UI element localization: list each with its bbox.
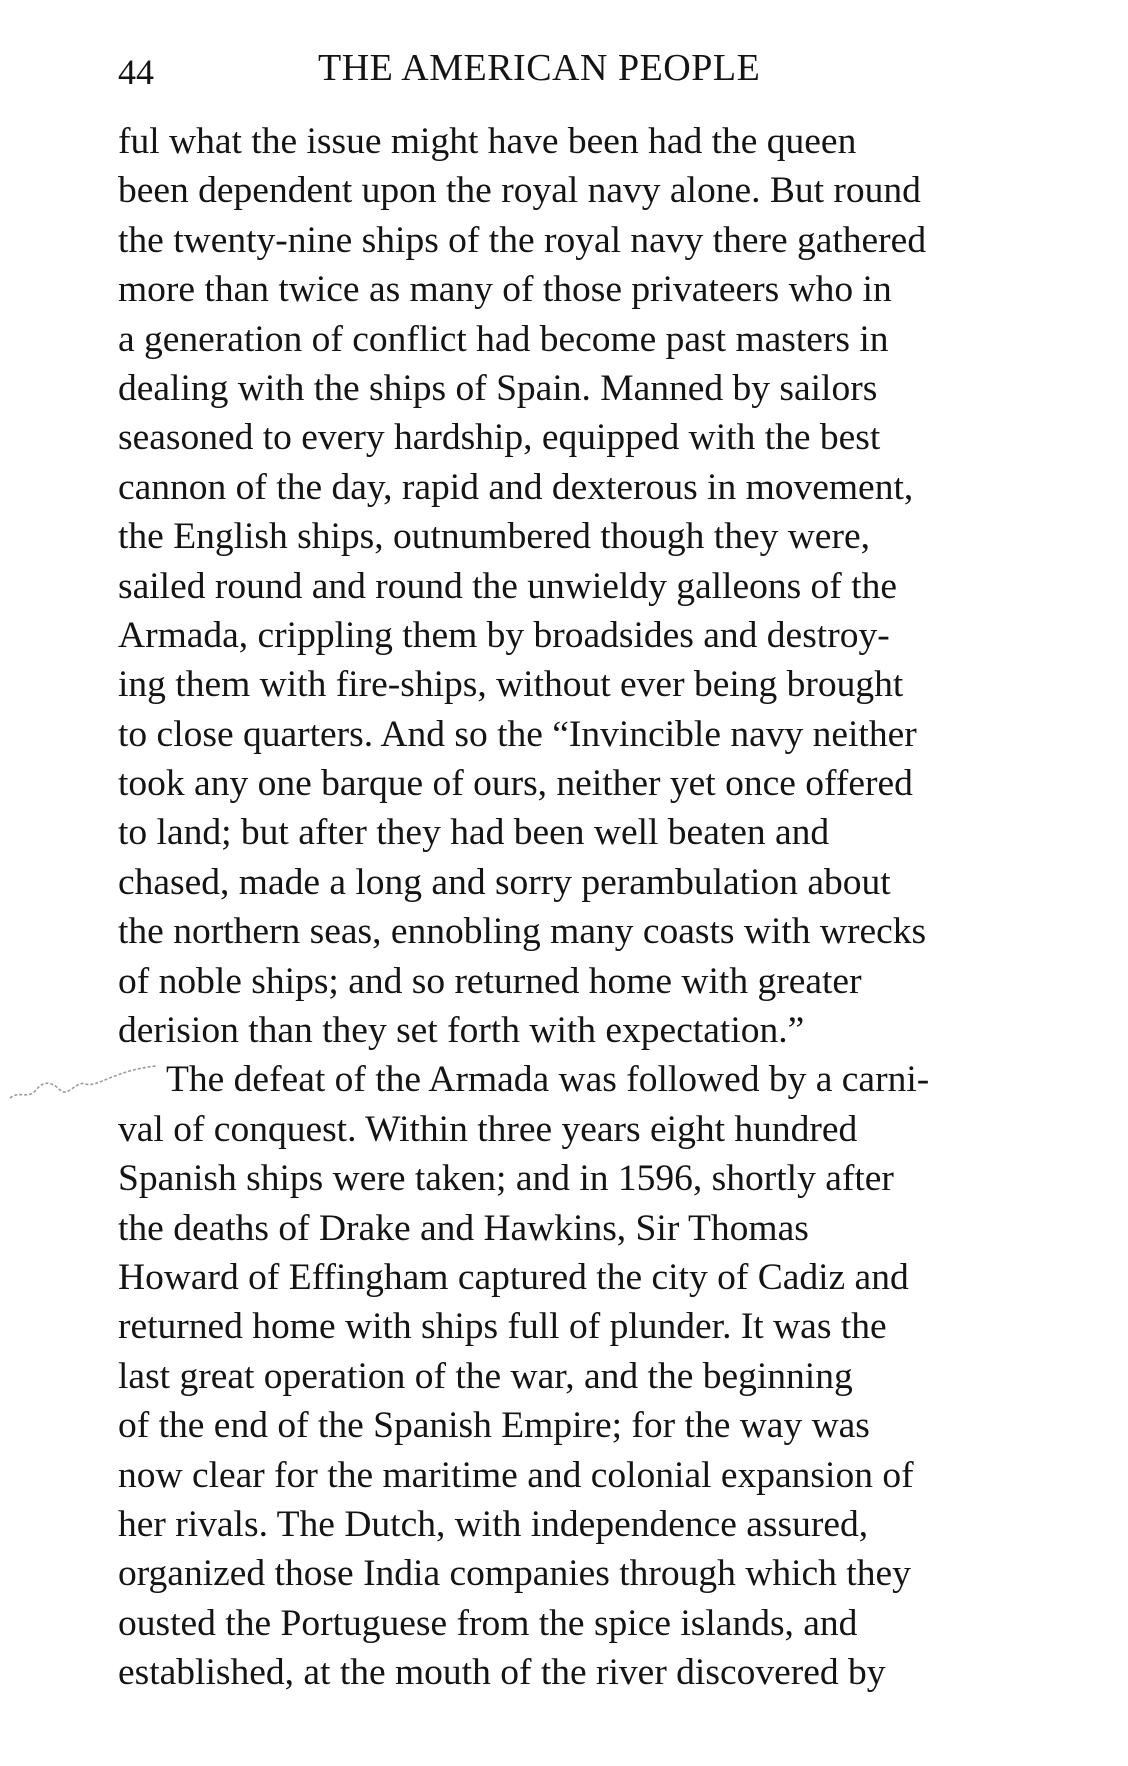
text-line: returned home with ships full of plunder. It was the (118, 1306, 887, 1348)
text-line: more than twice as many of those privateers who in (118, 269, 892, 311)
text-line: of the end of the Spanish Empire; for the way was (118, 1405, 870, 1447)
text-line: val of conquest. Within three years eight hundred (118, 1108, 858, 1150)
text-line: organized those India companies through which they (118, 1553, 911, 1595)
text-line: the northern seas, ennobling many coasts with wrecks (118, 911, 927, 953)
text-line: cannon of the day, rapid and dexterous in movement, (118, 466, 914, 508)
text-line: now clear for the maritime and colonial expansion of (118, 1454, 914, 1496)
text-line: sailed round and round the unwieldy galleons of the (118, 565, 897, 607)
text-line: ousted the Portuguese from the spice islands, and (118, 1602, 858, 1644)
text-line: her rivals. The Dutch, with independence assured, (118, 1503, 869, 1545)
text-line: to close quarters. And so the “Invincible navy neither (118, 713, 917, 755)
page-number: 44 (118, 52, 154, 92)
text-line: a generation of conflict had become past masters in (118, 318, 889, 360)
text-line: derision than they set forth with expectation.” (118, 1010, 805, 1052)
body-text (118, 117, 1078, 1698)
text-line: the English ships, outnumbered though they were, (118, 516, 870, 558)
text-line: seasoned to every hardship, equipped with the best (118, 417, 881, 459)
pencil-mark-icon (6, 1060, 166, 1110)
text-line: ful what the issue might have been had the queen (118, 121, 857, 162)
running-title: THE AMERICAN PEOPLE (318, 47, 761, 89)
text-line: to land; but after they had been well beaten and (118, 812, 830, 854)
text-line: of noble ships; and so returned home with greater (118, 960, 862, 1002)
text-line: took any one barque of ours, neither yet once offered (118, 763, 913, 805)
text-line: ing them with fire-ships, without ever being brought (118, 664, 904, 706)
text-line: chased, made a long and sorry perambulation about (118, 861, 891, 903)
text-line: the deaths of Drake and Hawkins, Sir Thomas (118, 1207, 809, 1249)
text-line: Armada, crippling them by broadsides and destroy- (118, 614, 890, 656)
text-line: last great operation of the war, and the beginning (118, 1355, 853, 1397)
text-line: dealing with the ships of Spain. Manned by sailors (118, 367, 878, 409)
text-line: Spanish ships were taken; and in 1596, shortly after (118, 1158, 894, 1200)
text-line: the twenty-nine ships of the royal navy there gathered (118, 219, 927, 261)
text-line: Howard of Effingham captured the city of Cadiz and (118, 1256, 909, 1298)
paragraph-first-line: The defeat of the Armada was followed by a carni- (166, 1059, 930, 1101)
text-line: been dependent upon the royal navy alone. But round (118, 170, 921, 212)
text-line: established, at the mouth of the river discovered by (118, 1652, 886, 1694)
page-header (118, 40, 1018, 100)
